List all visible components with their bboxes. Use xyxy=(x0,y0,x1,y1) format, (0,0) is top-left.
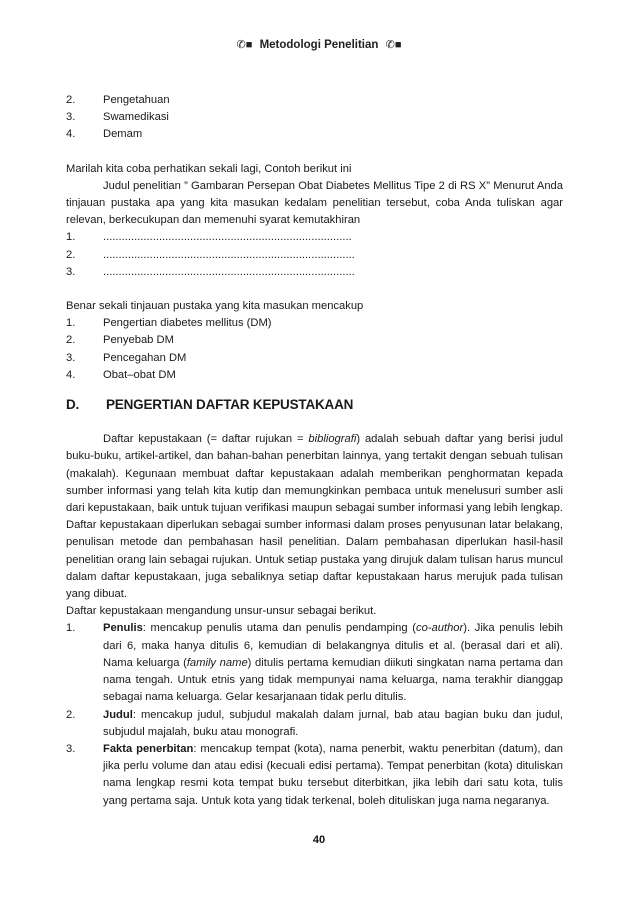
page-number: 40 xyxy=(312,834,326,846)
list-text: Pengetahuan xyxy=(103,94,170,106)
section-title: PENGERTIAN DAFTAR KEPUSTAKAAN xyxy=(106,397,354,413)
header-title: Metodologi Penelitian xyxy=(259,39,379,51)
list-number: 2. xyxy=(66,708,76,721)
blank-line: ................................................................................. xyxy=(103,248,355,261)
italic-term: bibliografi xyxy=(308,433,357,446)
list-number: 2. xyxy=(66,94,76,106)
blank-list-item xyxy=(66,264,563,281)
element-item xyxy=(66,707,563,741)
list-text: Penyebab DM xyxy=(103,334,174,347)
list-text: Pencegahan DM xyxy=(103,351,187,364)
list-text: Pengertian diabetes mellitus (DM) xyxy=(103,317,272,330)
list-text: Demam xyxy=(103,128,143,141)
list-number: 3. xyxy=(66,742,76,755)
phone-icon-right: ✆■ xyxy=(385,39,402,51)
list-item xyxy=(66,92,563,109)
list-number: 3. xyxy=(66,111,76,124)
list-number: 1. xyxy=(66,231,76,244)
element-term: Fakta penerbitan xyxy=(103,742,194,755)
section-letter: D. xyxy=(66,397,80,413)
element-text: Fakta penerbitan: mencakup tempat (kota), nama penerbit, waktu penerbitan (datum), dan jika perlu volume dan atau edisi (kecuali edisi pertama). Tempat penerbitan (kota) dituliskan nama lengkap resmi kota tempat buku tersebut diterbitkan, jika lebih dari satu kota, tulis yang pertama saja. Untuk kota yang tidak terkenal, boleh dituliskan juga nama negaranya. xyxy=(103,742,564,807)
answer-item xyxy=(66,367,563,384)
elements-intro: Daftar kepustakaan mengandung unsur-unsur sebagai berikut. xyxy=(66,605,377,618)
phone-icon-left: ✆■ xyxy=(236,39,253,51)
example-intro: Marilah kita coba perhatikan sekali lagi, Contoh berikut ini xyxy=(66,162,352,175)
list-number: 1. xyxy=(66,622,76,635)
list-number: 3. xyxy=(66,351,76,364)
blank-line: ................................................................................. xyxy=(103,265,355,278)
element-text: Penulis: mencakup penulis utama dan penulis pendamping (co-author). Jika penulis lebih dari 6, maka hanya ditulis 6, kemudian di belakangnya ditulis et al. (berasal dari et ali). Nama keluarga (family name) ditulis pertama kemudian diikuti singkatan nama pertama dan nama tengah. Untuk etnis yang tidak mempunyai nama keluarga, nama terakhir dianggap sebagai nama keluarga. Gelar kesarjanaan tidak perlu ditulis. xyxy=(103,622,563,704)
example-paragraph: Judul penelitian ” Gambaran Persepan Obat Diabetes Mellitus Tipe 2 di RS X” Menurut Anda tinjauan pustaka apa yang kita masukan kedalam penelitian tersebut, coba Anda tuliskan agar relevan, berkecukupan dan memenuhi syarat kemutakhiran xyxy=(66,179,563,227)
list-number: 2. xyxy=(66,334,76,347)
blank-list-item xyxy=(66,247,563,264)
list-text: Obat–obat DM xyxy=(103,368,176,381)
element-item xyxy=(66,620,563,706)
list-number: 1. xyxy=(66,317,76,330)
element-term: Judul xyxy=(103,708,133,721)
blank-list-item xyxy=(66,229,563,246)
answer-intro: Benar sekali tinjauan pustaka yang kita masukan mencakup xyxy=(66,300,364,313)
list-number: 3. xyxy=(66,265,76,278)
answer-item xyxy=(66,332,563,349)
answer-item xyxy=(66,315,563,332)
list-number: 4. xyxy=(66,128,76,141)
running-header xyxy=(0,38,638,51)
list-item xyxy=(66,126,563,143)
list-text: Swamedikasi xyxy=(103,111,169,124)
answer-item xyxy=(66,350,563,367)
definition-paragraph: Daftar kepustakaan (= daftar rujukan = bibliografi) adalah sebuah daftar yang berisi judul buku-buku, artikel-artikel, dan bahan-bahan penerbitan lainnya, yang tertakit dengan sebuah tulisan (makalah). Kegunaan membuat daftar kepustakaan adalah memberikan penghormatan kepada sumber informasi yang telah kita kutip dan memungkinkan pembaca untuk menelusuri sumber asli dari kepustakaan, baik untuk tujuan verifikasi maupun sebagai sumber informasi yang lebih lengkap. Daftar kepustakaan diperlukan sebagai sumber informasi dalam proses penyusunan latar belakang, penulisan metode dan pembahasan hasil penelitian. Dalam pembahasan diperlukan hasil-hasil penelitian orang lain sebagai rujukan. Untuk setiap pustaka yang dirujuk dalam tulisan harus muncul dalam daftar kepustakaan, juga sebaliknya setiap daftar kepustakaan harus merujuk pada tulisan yang dibuat. xyxy=(66,433,563,601)
element-text: Judul: mencakup judul, subjudul makalah dalam jurnal, bab atau bagian buku dan judul, subjudul majalah, buku atau monografi. xyxy=(103,708,563,738)
blank-line: ................................................................................ xyxy=(103,231,352,244)
list-number: 4. xyxy=(66,368,76,381)
list-number: 2. xyxy=(66,248,76,261)
page-body xyxy=(66,92,563,810)
section-heading xyxy=(66,396,563,413)
element-term: Penulis xyxy=(103,622,143,635)
list-item xyxy=(66,109,563,126)
element-item xyxy=(66,741,563,810)
